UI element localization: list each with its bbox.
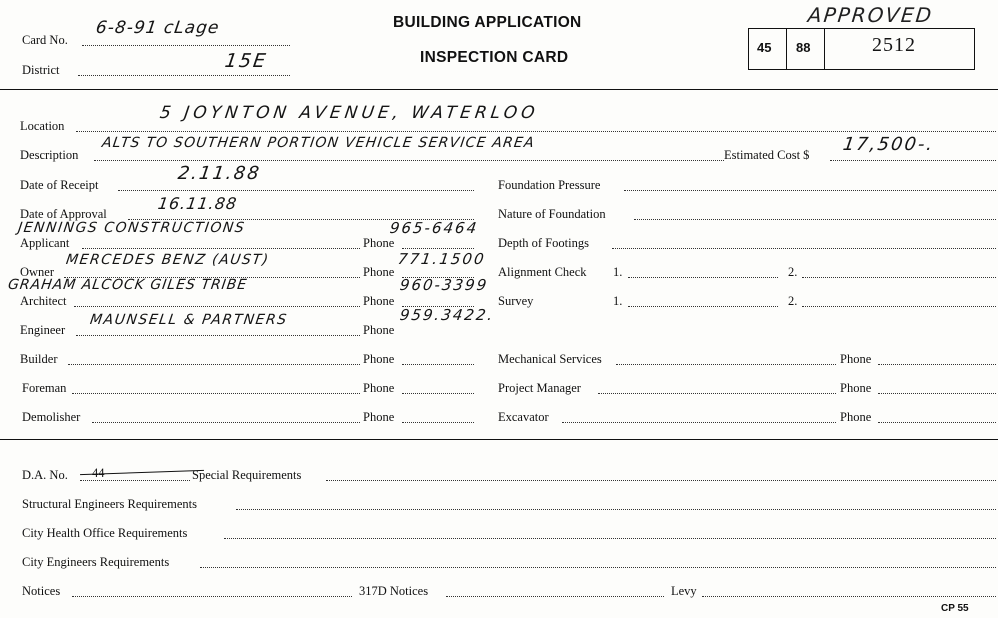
foreman-line xyxy=(72,393,360,394)
foundation-pressure-label: Foundation Pressure xyxy=(498,178,601,192)
card-no-line xyxy=(82,45,290,46)
builder-label: Builder xyxy=(20,352,58,366)
estimated-cost-label: Estimated Cost $ xyxy=(724,148,810,162)
city-health-line xyxy=(224,538,996,539)
city-engineers-label: City Engineers Requirements xyxy=(22,555,170,569)
notices-label: Notices xyxy=(22,584,61,598)
project-manager-line xyxy=(598,393,836,394)
architect-value: GRAHAM ALCOCK GILES TRIBE xyxy=(6,277,249,293)
applicant-phone-line xyxy=(402,248,474,249)
header-divider xyxy=(0,89,998,90)
demolisher-phone-label: Phone xyxy=(363,410,395,424)
nature-of-foundation-label: Nature of Foundation xyxy=(498,207,606,221)
architect-line xyxy=(74,306,360,307)
project-manager-phone-label: Phone xyxy=(840,381,872,395)
excavator-phone-line xyxy=(878,422,996,423)
builder-phone-line xyxy=(402,364,474,365)
form-code: CP 55 xyxy=(941,603,969,614)
foreman-phone-line xyxy=(402,393,474,394)
date-of-receipt-value: 2.11.88 xyxy=(176,163,263,184)
estimated-cost-line xyxy=(830,160,996,161)
survey-line-1 xyxy=(628,306,778,307)
location-label: Location xyxy=(20,119,65,133)
estimated-cost-value: 17,500-. xyxy=(841,134,936,155)
mechanical-services-label: Mechanical Services xyxy=(498,352,602,366)
card-no-label: Card No. xyxy=(22,33,68,47)
form-title-line1: BUILDING APPLICATION xyxy=(393,14,582,31)
city-engineers-line xyxy=(200,567,996,568)
project-manager-label: Project Manager xyxy=(498,381,581,395)
architect-label: Architect xyxy=(20,294,67,308)
engineer-phone-label: Phone xyxy=(363,323,395,337)
box-number-3: 2512 xyxy=(872,34,916,56)
structural-engineers-label: Structural Engineers Requirements xyxy=(22,497,197,511)
project-manager-phone-line xyxy=(878,393,996,394)
notices-317d-line xyxy=(446,596,664,597)
box-number-1: 45 xyxy=(757,40,772,55)
demolisher-line xyxy=(92,422,360,423)
special-requirements-label: Special Requirements xyxy=(192,468,302,482)
location-value: 5 JOYNTON AVENUE, WATERLOO xyxy=(158,103,540,123)
depth-of-footings-label: Depth of Footings xyxy=(498,236,589,250)
location-line xyxy=(76,131,996,132)
demolisher-label: Demolisher xyxy=(22,410,81,424)
alignment-check-1: 1. xyxy=(613,265,623,279)
applicant-phone-value: 965-6464 xyxy=(388,219,480,237)
city-health-label: City Health Office Requirements xyxy=(22,526,188,540)
excavator-phone-label: Phone xyxy=(840,410,872,424)
applicant-label: Applicant xyxy=(20,236,70,250)
foreman-phone-label: Phone xyxy=(363,381,395,395)
survey-2: 2. xyxy=(788,294,798,308)
builder-line xyxy=(68,364,360,365)
approved-stamp: APPROVED xyxy=(806,3,935,27)
survey-label: Survey xyxy=(498,294,534,308)
engineer-label: Engineer xyxy=(20,323,66,337)
box-divider-1 xyxy=(786,28,787,70)
requirements-divider xyxy=(0,439,998,440)
owner-phone-value: 771.1500 xyxy=(396,250,487,268)
levy-label: Levy xyxy=(671,584,697,598)
da-no-value: 44 xyxy=(92,466,105,480)
notices-line xyxy=(72,596,352,597)
description-label: Description xyxy=(20,148,79,162)
survey-1: 1. xyxy=(613,294,623,308)
engineer-value: MAUNSELL & PARTNERS xyxy=(88,312,289,328)
levy-line xyxy=(702,596,996,597)
alignment-check-label: Alignment Check xyxy=(498,265,587,279)
applicant-phone-label: Phone xyxy=(363,236,395,250)
date-of-approval-value: 16.11.88 xyxy=(156,194,239,213)
depth-of-footings-line xyxy=(612,248,996,249)
foreman-label: Foreman xyxy=(22,381,67,395)
foundation-pressure-line xyxy=(624,190,996,191)
owner-value: MERCEDES BENZ (AUST) xyxy=(64,252,271,268)
alignment-check-line-2 xyxy=(802,277,996,278)
district-line xyxy=(78,75,290,76)
alignment-check-line-1 xyxy=(628,277,778,278)
description-line xyxy=(94,160,724,161)
notices-317d-label: 317D Notices xyxy=(359,584,429,598)
special-requirements-line xyxy=(326,480,996,481)
description-value: ALTS TO SOUTHERN PORTION VEHICLE SERVICE AREA xyxy=(100,135,536,151)
applicant-line xyxy=(82,248,360,249)
card-number-box xyxy=(748,28,975,70)
alignment-check-2: 2. xyxy=(788,265,798,279)
survey-line-2 xyxy=(802,306,996,307)
applicant-value: JENNINGS CONSTRUCTIONS xyxy=(16,220,247,236)
owner-label: Owner xyxy=(20,265,55,279)
date-of-approval-label: Date of Approval xyxy=(20,207,107,221)
structural-engineers-line xyxy=(236,509,996,510)
form-title-line2: INSPECTION CARD xyxy=(420,49,569,66)
da-no-line xyxy=(80,480,190,481)
box-number-2: 88 xyxy=(796,40,811,55)
nature-of-foundation-line xyxy=(634,219,996,220)
date-of-receipt-label: Date of Receipt xyxy=(20,178,99,192)
card-no-value: 6-8-91 cLage xyxy=(94,18,221,38)
da-no-label: D.A. No. xyxy=(22,468,68,482)
architect-phone-value: 960-3399 xyxy=(398,276,490,294)
engineer-line xyxy=(76,335,360,336)
owner-phone-label: Phone xyxy=(363,265,395,279)
builder-phone-label: Phone xyxy=(363,352,395,366)
mechanical-phone-label: Phone xyxy=(840,352,872,366)
excavator-label: Excavator xyxy=(498,410,549,424)
district-label: District xyxy=(22,63,60,77)
engineer-phone-value: 959.3422. xyxy=(398,306,496,324)
date-of-receipt-line xyxy=(118,190,474,191)
demolisher-phone-line xyxy=(402,422,474,423)
excavator-line xyxy=(562,422,836,423)
mechanical-phone-line xyxy=(878,364,996,365)
mechanical-services-line xyxy=(616,364,836,365)
box-divider-2 xyxy=(824,28,825,70)
district-value: 15E xyxy=(223,50,269,72)
architect-phone-label: Phone xyxy=(363,294,395,308)
